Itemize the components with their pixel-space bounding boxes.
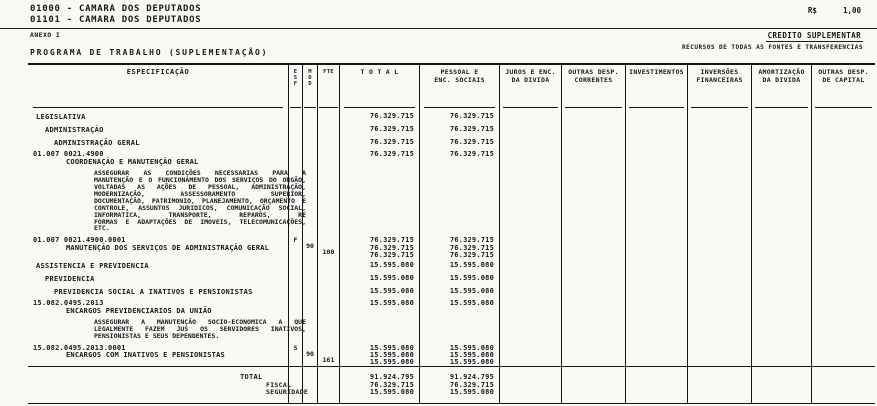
- col-header-especificacao: ESPECIFICAÇÃO: [28, 65, 288, 110]
- col-header-amortizacao-divida: AMORTIZAÇÃO DA DIVIDA: [751, 65, 811, 110]
- total-value: 76.329.715: [369, 236, 414, 245]
- annex-label: ANEXO I: [30, 31, 61, 39]
- total-value: 15.595.080: [369, 358, 414, 367]
- total-value: 76.329.715: [369, 250, 414, 259]
- esf-value: S: [293, 343, 298, 352]
- program-code: 01.007 0021.4900.0001: [33, 236, 126, 245]
- pessoal-value: 76.329.715: [449, 138, 494, 146]
- col-header-total: T O T A L: [339, 65, 419, 110]
- column-underline: [33, 107, 283, 108]
- description-paragraph: [94, 319, 306, 340]
- program-code: 15.082.0495.2013: [33, 298, 104, 307]
- document-header: [0, 0, 877, 26]
- footer-total-label: TOTAL: [240, 373, 263, 382]
- total-value: 15.595.080: [369, 298, 414, 307]
- pessoal-value: 15.595.080: [449, 358, 494, 367]
- col-header-outras-desp-capital: OUTRAS DESP. DE CAPITAL: [811, 65, 875, 110]
- pessoal-value: 15.595.080: [449, 273, 494, 282]
- credit-type-label: CREDITO SUPLEMENTAR: [767, 31, 861, 40]
- description-line: CONTROLE, ASSUNTOS JURIDICOS, COMUNICAÇÃO SOCIAL,: [94, 203, 306, 212]
- col-header-pessoal-enc-sociais: PESSOAL E ENC. SOCIAIS: [419, 65, 499, 110]
- fte-value: 161: [322, 355, 335, 364]
- table-body: [28, 110, 875, 366]
- currency-note: [808, 4, 861, 15]
- budget-table: [28, 63, 875, 404]
- column-underline: [503, 107, 558, 108]
- total-value: 15.595.080: [369, 343, 414, 352]
- report-title: PROGRAMA DE TRABALHO (SUPLEMENTAÇÃO): [30, 48, 269, 57]
- org-line-2: 01101 - CAMARA DOS DEPUTADOS: [30, 15, 202, 25]
- description-line: ETC.: [94, 224, 110, 233]
- spec-label: ADMINISTRAÇÃO: [45, 126, 104, 134]
- org-codes: [30, 4, 201, 26]
- total-value: 76.329.715: [369, 125, 414, 133]
- footer-value: 91.924.795: [369, 373, 414, 382]
- pessoal-value: 76.329.715: [449, 112, 494, 120]
- table-footer-row: [28, 366, 875, 404]
- column-underline: [629, 107, 684, 108]
- total-value: 76.329.715: [369, 243, 414, 252]
- spec-label: ADMINISTRAÇÃO GERAL: [54, 139, 140, 147]
- table-row: [28, 272, 875, 285]
- currency-unit-value: 1,00: [842, 6, 861, 15]
- column-underline: [290, 107, 302, 108]
- description-line: MODERNIZAÇÃO, ASSESSORAMENTO SUPERIOR,: [94, 189, 306, 198]
- fte-value: 100: [322, 248, 335, 257]
- pessoal-value: 15.595.080: [449, 286, 494, 295]
- description-line: ASSEGURAR AS CONDIÇÕES NECESSARIAS PARA A: [94, 169, 306, 178]
- program-name: MANUTENÇÃO DOS SERVIÇOS DE ADMINISTRAÇÃO GERAL: [66, 243, 270, 252]
- pessoal-value: 15.595.080: [449, 298, 494, 307]
- description-line: ASSEGURAR A MANUTENÇÃO SOCIO-ECONOMICA A QUE: [94, 318, 306, 327]
- col-header-juros-enc-divida: JUROS E ENC. DA DIVIDA: [499, 65, 561, 110]
- table-row: [28, 166, 875, 235]
- table-header-row: [28, 65, 875, 110]
- column-underline: [304, 107, 317, 108]
- table-row: [28, 343, 875, 367]
- program-name: COORDENAÇÃO E MANUTENÇÃO GERAL: [66, 157, 199, 166]
- total-value: 76.329.715: [369, 138, 414, 146]
- col-header-inversoes-financeiras: INVERSÕES FINANCEIRAS: [687, 65, 751, 110]
- col-header-esf: E S F: [288, 65, 302, 110]
- pessoal-value: 76.329.715: [449, 250, 494, 259]
- currency-symbol: R$: [807, 6, 817, 15]
- description-paragraph: [94, 170, 306, 232]
- esf-value: F: [293, 236, 298, 245]
- total-value: 76.329.715: [369, 112, 414, 120]
- annex-row: [0, 29, 877, 44]
- mod-value: 90: [306, 349, 314, 358]
- org-line-1: 01000 - CAMARA DOS DEPUTADOS: [30, 4, 202, 14]
- column-underline: [424, 107, 495, 108]
- total-value: 15.595.080: [369, 351, 414, 360]
- footer-value: 76.329.715: [369, 380, 414, 389]
- footer-scope-label: FISCAL: [266, 380, 292, 389]
- program-code: 01.007 0021.4900: [33, 150, 104, 158]
- footer-value: 76.329.715: [449, 380, 494, 389]
- col-header-investimentos: INVESTIMENTOS: [625, 65, 687, 110]
- title-row: [0, 44, 877, 61]
- footer-value: 91.924.795: [449, 373, 494, 382]
- program-name: ENCARGOS PREVIDENCIARIOS DA UNIÃO: [66, 306, 212, 315]
- table-row: [28, 315, 875, 343]
- table-row: [28, 110, 875, 123]
- table-row: [28, 235, 875, 259]
- col-header-fte: FTE: [317, 65, 339, 110]
- table-row: [28, 123, 875, 136]
- spec-label: PREVIDENCIA: [45, 274, 95, 283]
- description-line: PENSIONISTAS E SEUS DEPENDENTES.: [94, 331, 220, 340]
- program-code: 15.082.0495.2013.0001: [33, 343, 126, 352]
- pessoal-value: 15.595.080: [449, 351, 494, 360]
- total-value: 15.595.080: [369, 273, 414, 282]
- pessoal-value: 76.329.715: [449, 236, 494, 245]
- table-row: [28, 285, 875, 298]
- total-value: 15.595.080: [369, 260, 414, 269]
- table-row: [28, 298, 875, 315]
- total-value: 15.595.080: [369, 286, 414, 295]
- table-row: [28, 259, 875, 272]
- column-underline: [755, 107, 808, 108]
- description-line: LEGALMENTE FAZEM JUS OS SERVIDORES INATIVOS,: [94, 325, 306, 334]
- pessoal-value: 76.329.715: [449, 150, 494, 158]
- pessoal-value: 76.329.715: [449, 125, 494, 133]
- col-header-mod: M O D: [302, 65, 317, 110]
- table-row: [28, 149, 875, 166]
- column-underline: [565, 107, 622, 108]
- description-line: DOCUMENTAÇÃO, PATRIMONIO, PLANEJAMENTO, ORÇAMENTO E: [94, 196, 306, 205]
- resources-note: RECURSOS DE TODAS AS FONTES E TRANSFERENCIAS: [682, 44, 863, 51]
- spec-label: LEGISLATIVA: [36, 113, 86, 121]
- mod-value: 90: [306, 242, 314, 251]
- program-name: ENCARGOS COM INATIVOS E PENSIONISTAS: [66, 351, 225, 360]
- pessoal-value: 15.595.080: [449, 260, 494, 269]
- description-line: INFORMATICA, TRANSPORTE, REPAROS, RE: [94, 210, 306, 219]
- footer-scope-label: SEGURIDADE: [266, 387, 309, 396]
- pessoal-value: 15.595.080: [449, 343, 494, 352]
- description-line: VOLTADAS AS AÇÕES DE PESSOAL, ADMINISTRAÇÃO,: [94, 183, 306, 191]
- table-row: [28, 136, 875, 149]
- col-header-outras-desp-correntes: OUTRAS DESP. CORRENTES: [561, 65, 625, 110]
- spec-label: ASSISTENCIA E PREVIDENCIA: [36, 261, 149, 270]
- description-line: FORMAS E ADAPTAÇÕES DE IMOVEIS, TELECOMUNICAÇÕES,: [94, 217, 306, 226]
- column-underline: [691, 107, 748, 108]
- footer-value: 15.595.080: [449, 387, 494, 396]
- footer-value: 15.595.080: [369, 387, 414, 396]
- description-line: MANUTENÇÃO E O FUNCIONAMENTO DOS SERVIÇOS DO ORGÃO,: [94, 176, 306, 185]
- column-underline: [815, 107, 872, 108]
- pessoal-value: 76.329.715: [449, 243, 494, 252]
- column-underline: [344, 107, 415, 108]
- spec-label: PREVIDENCIA SOCIAL A INATIVOS E PENSIONISTAS: [54, 287, 253, 296]
- total-value: 76.329.715: [369, 150, 414, 158]
- column-underline: [319, 107, 338, 108]
